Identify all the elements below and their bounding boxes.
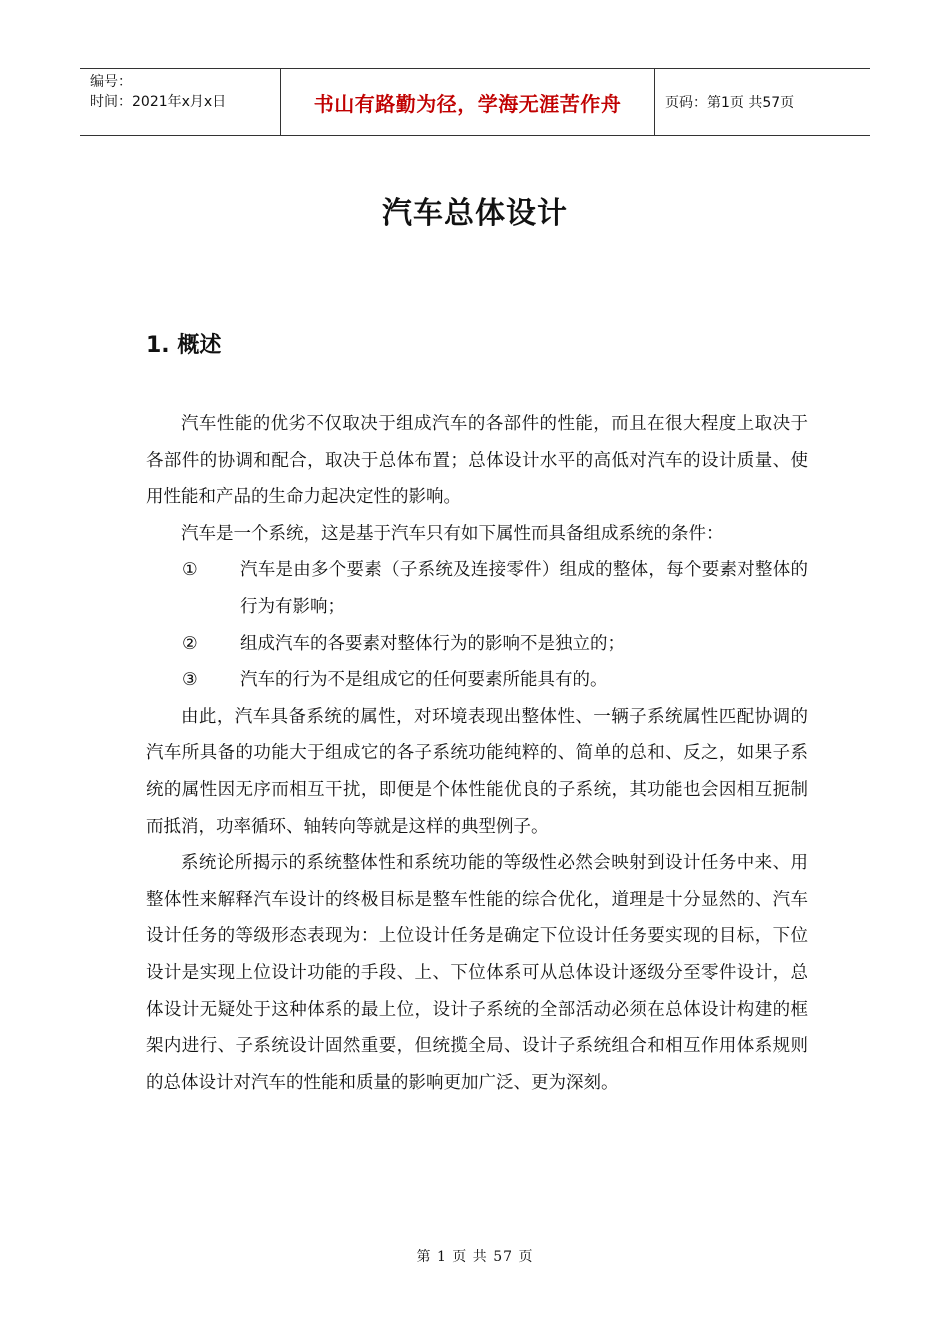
- document-title: 汽车总体设计: [382, 196, 568, 231]
- list-item-text: 组成汽车的各要素对整体行为的影响不是独立的；: [240, 633, 625, 654]
- header-page-info: 页码：第1页 共57页: [665, 95, 795, 111]
- list-item-text: 汽车是由多个要素（子系统及连接零件）组成的整体，每个要素对整体的行为有影响；: [240, 560, 808, 617]
- header-motto: 书山有路勤为径，学海无涯苦作舟: [281, 69, 655, 135]
- paragraph: 由此，汽车具备系统的属性，对环境表现出整体性、一辆子系统属性匹配协调的汽车所具备的功能大于组成它的各子系统功能纯粹的、简单的总和、反之，如果子系统的属性因无序而相互干扰，即便是个体性能优良的子系统，其功能也会因相互扼制而抵消，功率循环、轴转向等就是这样的典型例子。: [146, 706, 808, 837]
- paragraph: 汽车是一个系统，这是基于汽车只有如下属性而具备组成系统的条件：: [181, 523, 724, 544]
- list-item: [146, 626, 808, 663]
- document-header: [80, 68, 870, 136]
- document-body: [146, 406, 808, 1101]
- header-left-cell: [80, 69, 281, 135]
- paragraph: 系统论所揭示的系统整体性和系统功能的等级性必然会映射到设计任务中来、用整体性来解释汽车设计的终极目标是整车性能的综合优化，道理是十分显然的、汽车设计任务的等级形态表现为：上位设计任务是确定下位设计任务要实现的目标，下位设计是实现上位设计功能的手段、上、下位体系可从总体设计逐级分至零件设计，总体设计无疑处于这种体系的最上位，设计子系统的全部活动必须在总体设计构建的框架内进行、子系统设计固然重要，但统揽全局、设计子系统组合和相互作用体系规则的总体设计对汽车的性能和质量的影响更加广泛、更为深刻。: [146, 853, 808, 1093]
- list-marker: ①: [182, 560, 198, 581]
- page-footer: 第 1 页 共 57 页: [416, 1249, 534, 1265]
- list-item: [146, 662, 808, 699]
- section-heading: 1. 概述: [146, 333, 222, 358]
- list-item-text: 汽车的行为不是组成它的任何要素所能具有的。: [240, 670, 608, 691]
- document-date: 时间：2021年x月x日: [90, 94, 227, 110]
- list-marker: ②: [182, 633, 198, 654]
- list-item: [146, 552, 808, 625]
- document-number-label: 编号：: [90, 74, 132, 90]
- list-marker: ③: [182, 670, 198, 691]
- paragraph: 汽车性能的优劣不仅取决于组成汽车的各部件的性能，而且在很大程度上取决于各部件的协调和配合，取决于总体布置；总体设计水平的高低对汽车的设计质量、使用性能和产品的生命力起决定性的影响。: [146, 414, 808, 508]
